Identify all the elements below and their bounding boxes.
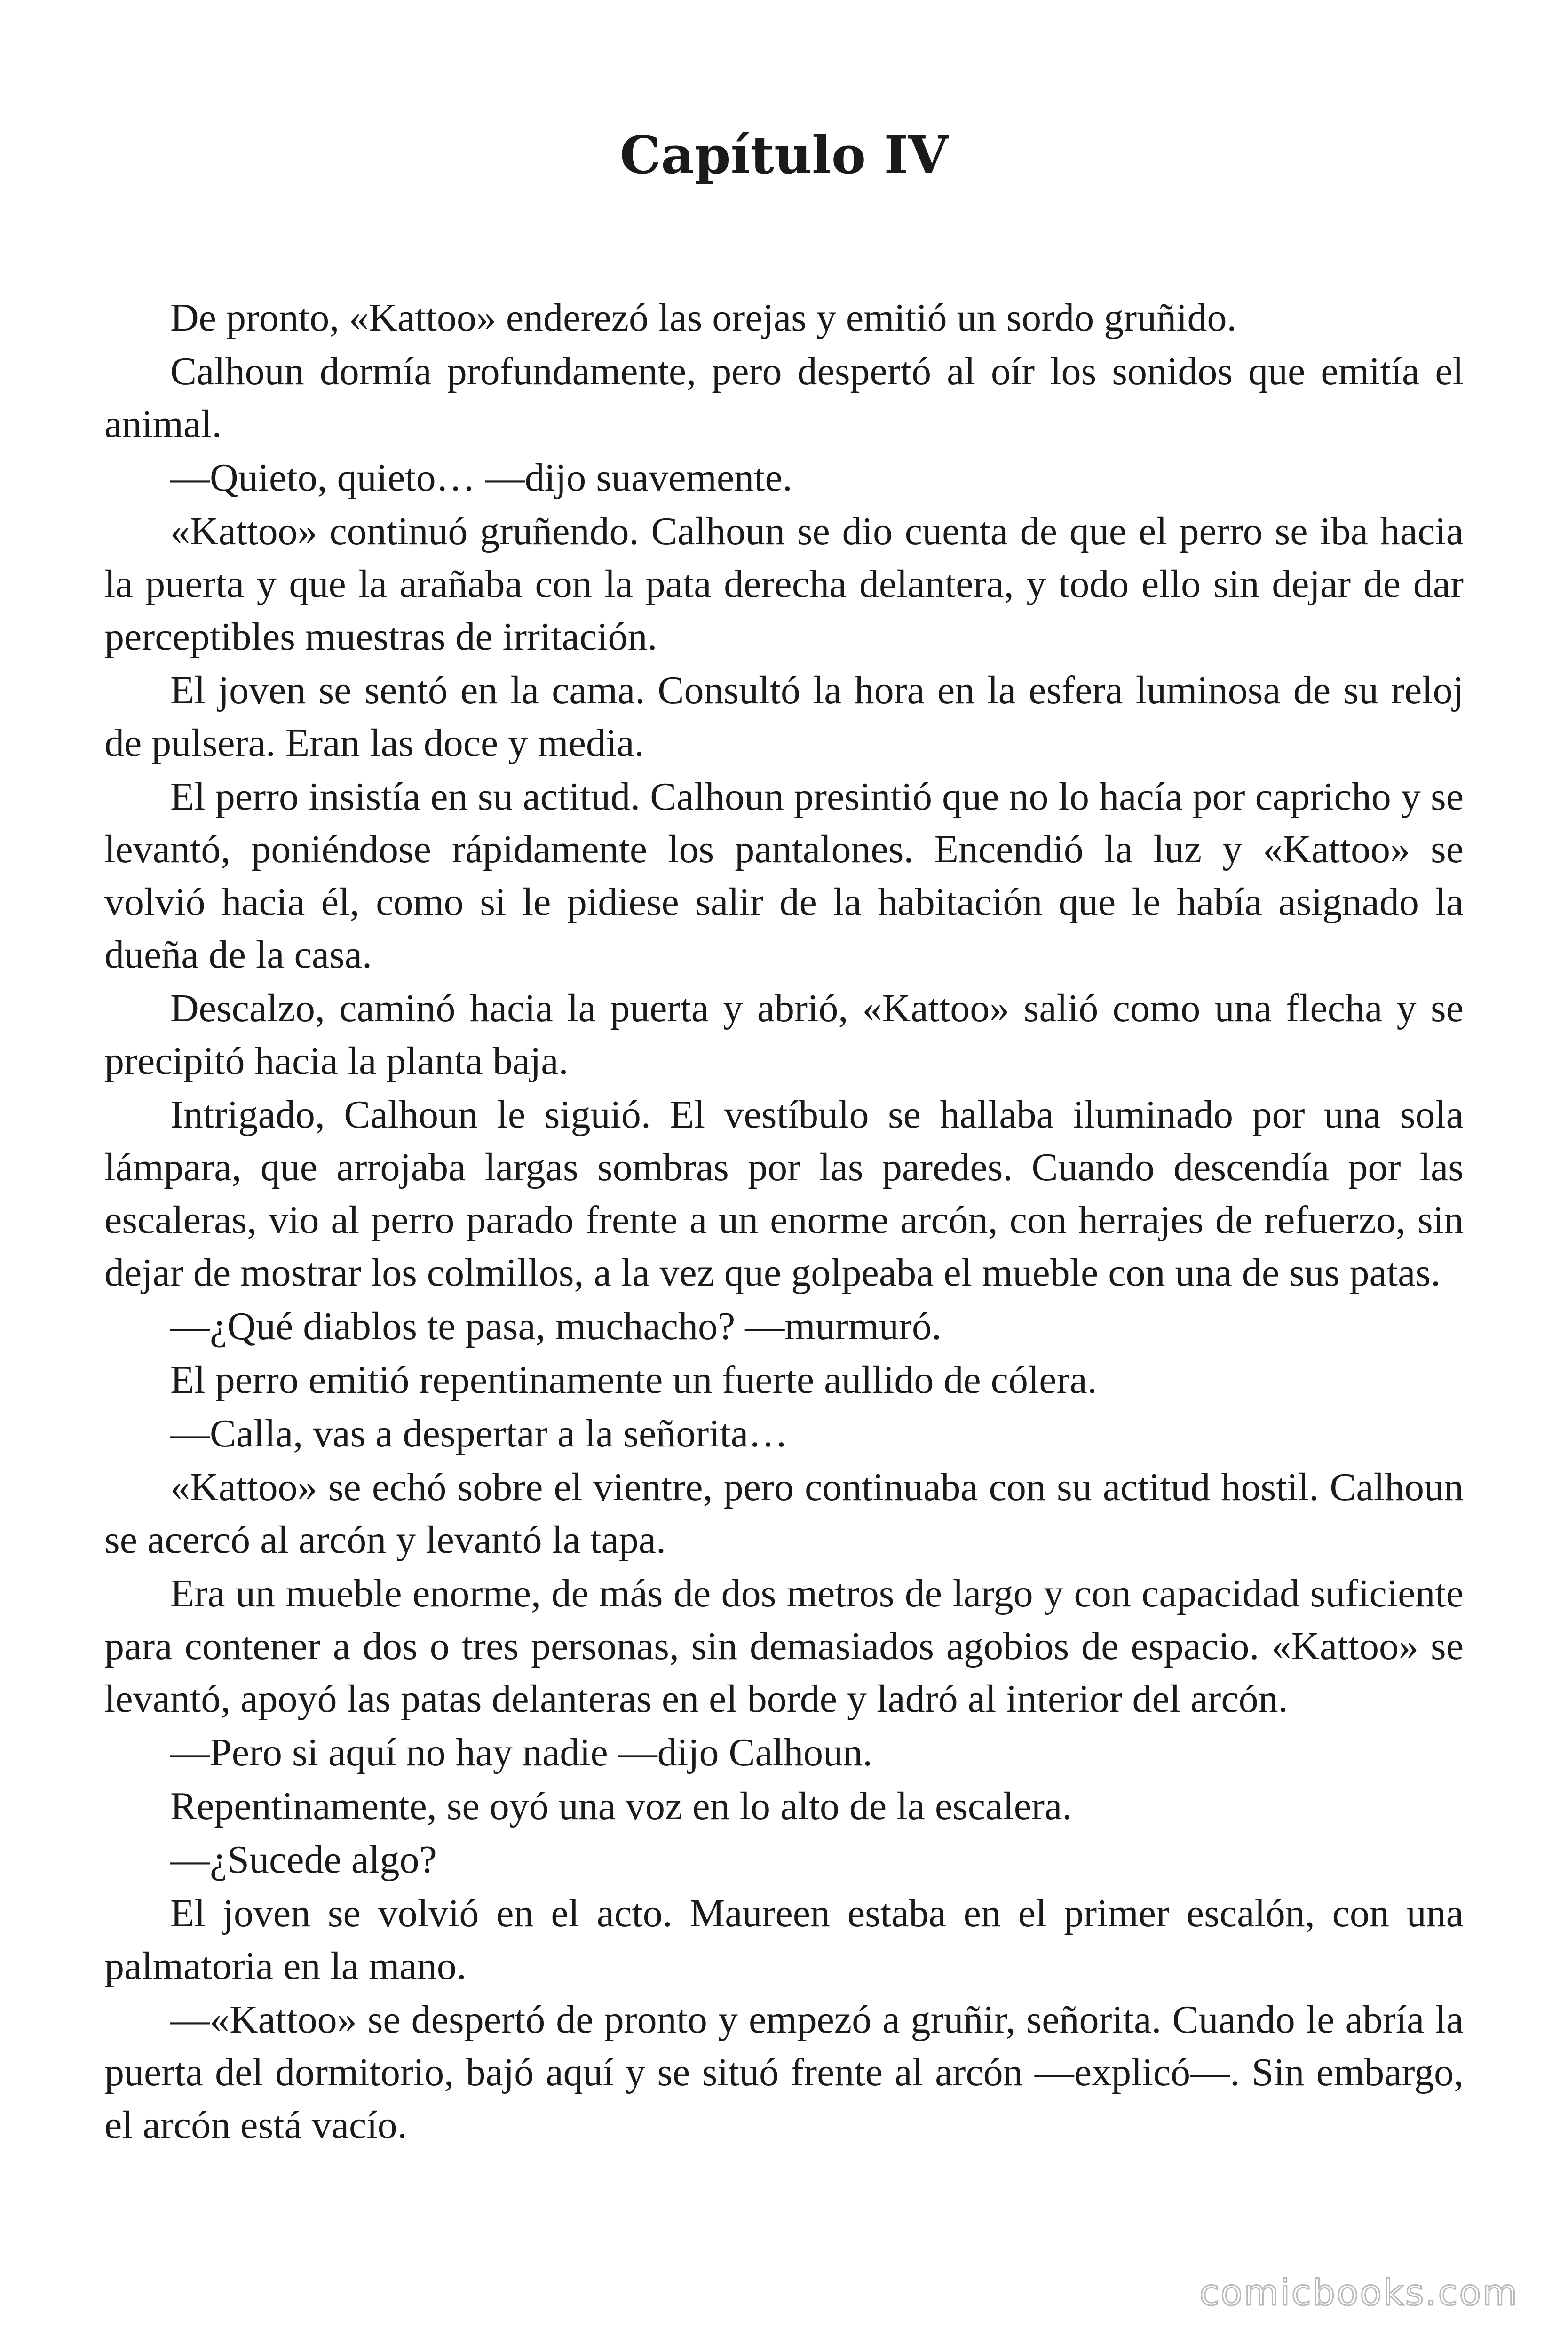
watermark: comicbooks.com xyxy=(1199,2272,1519,2313)
paragraph: —Quieto, quieto… —dijo suavemente. xyxy=(170,456,792,500)
chapter-title: Capítulo IV xyxy=(619,125,949,185)
paragraph: «Kattoo» se echó sobre el vientre, pero continuaba con su actitud hostil. Calhoun se acercó al arcón y levantó la tapa. xyxy=(104,1465,1464,1562)
paragraph: «Kattoo» continuó gruñendo. Calhoun se dio cuenta de que el perro se iba hacia la puerta y que la arañaba con la pata derecha delantera, y todo ello sin dejar de dar perceptibles muestras de irritación. xyxy=(104,509,1464,659)
paragraph: Calhoun dormía profundamente, pero despertó al oír los sonidos que emitía el animal. xyxy=(104,350,1464,446)
paragraph: Era un mueble enorme, de más de dos metros de largo y con capacidad suficiente para contener a dos o tres personas, sin demasiados agobios de espacio. «Kattoo» se levantó, apoyó las patas delanteras en el borde y ladró al interior del arcón. xyxy=(104,1572,1464,1721)
paragraph: Intrigado, Calhoun le siguió. El vestíbulo se hallaba iluminado por una sola lámpara, que arrojaba largas sombras por las paredes. Cuando descendía por las escaleras, vio al perro parado frente a un enorme arcón, con herrajes de refuerzo, sin dejar de mostrar los colmillos, a la vez que golpeaba el mueble con una de sus patas. xyxy=(104,1093,1464,1295)
paragraph: —Calla, vas a despertar a la señorita… xyxy=(170,1412,788,1455)
paragraph: Descalzo, caminó hacia la puerta y abrió, «Kattoo» salió como una flecha y se precipitó hacia la planta baja. xyxy=(104,986,1464,1083)
paragraph: El perro insistía en su actitud. Calhoun presintió que no lo hacía por capricho y se levantó, poniéndose rápidamente los pantalones. Encendió la luz y «Kattoo» se volvió hacia él, como si le pidiese salir de la habitación que le había asignado la dueña de la casa. xyxy=(104,775,1464,977)
paragraph: El perro emitió repentinamente un fuerte aullido de cólera. xyxy=(170,1358,1097,1402)
paragraph: —¿Qué diablos te pasa, muchacho? —murmuró. xyxy=(170,1304,942,1348)
paragraph: El joven se sentó en la cama. Consultó la hora en la esfera luminosa de su reloj de pulsera. Eran las doce y media. xyxy=(104,668,1464,765)
paragraph: De pronto, «Kattoo» enderezó las orejas y emitió un sordo gruñido. xyxy=(170,296,1237,340)
paragraph: —¿Sucede algo? xyxy=(170,1838,437,1882)
chapter-body xyxy=(104,292,1464,2153)
paragraph: El joven se volvió en el acto. Maureen estaba en el primer escalón, con una palmatoria en la mano. xyxy=(104,1891,1464,1988)
paragraph: —«Kattoo» se despertó de pronto y empezó a gruñir, señorita. Cuando le abría la puerta del dormitorio, bajó aquí y se situó frente al arcón —explicó—. Sin embargo, el arcón está vacío. xyxy=(104,1998,1464,2147)
paragraph: Repentinamente, se oyó una voz en lo alto de la escalera. xyxy=(170,1784,1072,1828)
paragraph: —Pero si aquí no hay nadie —dijo Calhoun. xyxy=(170,1731,873,1774)
